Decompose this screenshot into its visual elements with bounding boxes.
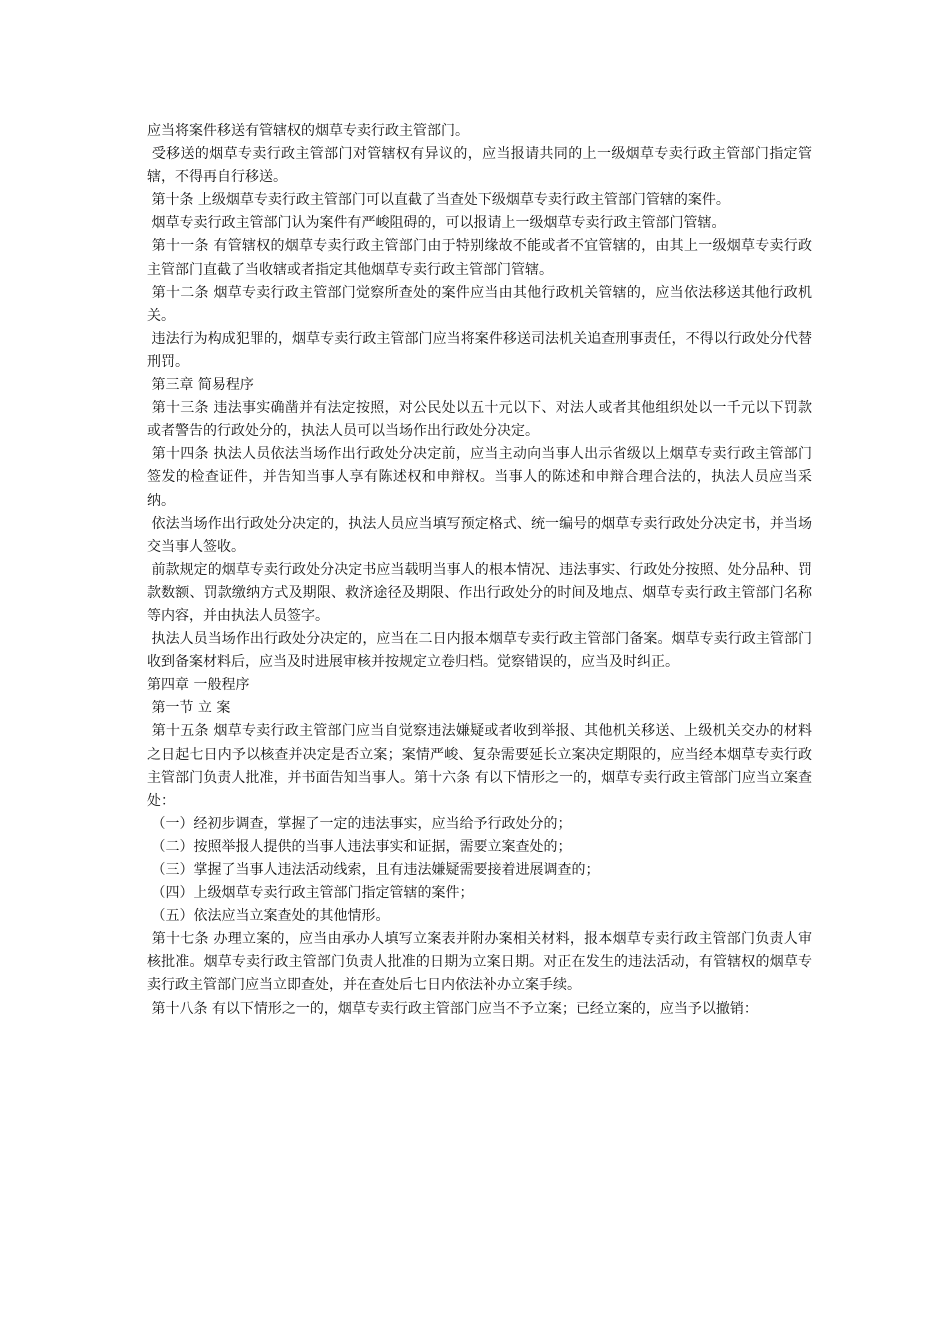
chapter-heading: 第三章 简易程序 [147, 377, 254, 394]
document-page [147, 120, 812, 1021]
paragraph: 违法行为构成犯罪的，烟草专卖行政主管部门应当将案件移送司法机关追查刑事责任，不得以行政处分代替刑罚。 [147, 330, 813, 370]
paragraph: 第十八条 有以下情形之一的，烟草专卖行政主管部门应当不予立案；已经立案的，应当予以撤销： [147, 1000, 758, 1017]
paragraph: 第十一条 有管辖权的烟草专卖行政主管部门由于特别缘故不能或者不宜管辖的，由其上一级烟草专卖行政主管部门直截了当收辖或者指定其他烟草专卖行政主管部门管辖。 [147, 238, 813, 278]
list-item: （五）依法应当立案查处的其他情形。 [147, 908, 390, 925]
paragraph: 第十二条 烟草专卖行政主管部门觉察所查处的案件应当由其他行政机关管辖的，应当依法移送其他行政机关。 [147, 284, 813, 324]
paragraph: 前款规定的烟草专卖行政处分决定书应当载明当事人的根本情况、违法事实、行政处分按照、处分品种、罚款数额、罚款缴纳方式及期限、救济途径及期限、作出行政处分的时间及地点、烟草专卖行政主管部门名称等内容，并由执法人员签字。 [147, 561, 813, 624]
paragraph: 烟草专卖行政主管部门认为案件有严峻阻碍的，可以报请上一级烟草专卖行政主管部门管辖。 [147, 215, 726, 232]
list-item: （三）掌握了当事人违法活动线索，且有违法嫌疑需要接着进展调查的； [147, 862, 600, 878]
paragraph: 应当将案件移送有管辖权的烟草专卖行政主管部门。 [147, 123, 469, 139]
list-item: （二）按照举报人提供的当事人违法事实和证据，需要立案查处的； [147, 838, 572, 855]
chapter-heading: 第四章 一般程序 [147, 677, 250, 694]
list-item: （四）上级烟草专卖行政主管部门指定管辖的案件； [147, 885, 474, 902]
section-heading: 第一节 立 案 [147, 700, 231, 717]
paragraph: 第十七条 办理立案的，应当由承办人填写立案表并附办案相关材料，报本烟草专卖行政主管部门负责人审核批准。烟草专卖行政主管部门负责人批准的日期为立案日期。对正在发生的违法活动，有管辖权的烟草专卖行政主管部门应当立即查处，并在查处后七日内依法补办立案手续。 [147, 931, 813, 994]
paragraph: 第十五条 烟草专卖行政主管部门应当自觉察违法嫌疑或者收到举报、其他机关移送、上级机关交办的材料之日起七日内予以核查并决定是否立案；案情严峻、复杂需要延长立案决定期限的，应当经本烟草专卖行政主管部门负责人批准，并书面告知当事人。第十六条 有以下情形之一的，烟草专卖行政主管部门应当立案查处： [147, 723, 813, 809]
paragraph: 第十四条 执法人员依法当场作出行政处分决定前，应当主动向当事人出示省级以上烟草专卖行政主管部门签发的检查证件，并告知当事人享有陈述权和申辩权。当事人的陈述和申辩合理合法的，执法人员应当采纳。 [147, 446, 813, 509]
paragraph: 依法当场作出行政处分决定的，执法人员应当填写预定格式、统一编号的烟草专卖行政处分决定书，并当场交当事人签收。 [147, 515, 813, 555]
list-item: （一）经初步调查，掌握了一定的违法事实，应当给予行政处分的； [147, 815, 572, 832]
paragraph: 受移送的烟草专卖行政主管部门对管辖权有异议的，应当报请共同的上一级烟草专卖行政主管部门指定管辖，不得再自行移送。 [147, 146, 812, 186]
paragraph: 第十条 上级烟草专卖行政主管部门可以直截了当查处下级烟草专卖行政主管部门管辖的案件。 [147, 192, 730, 209]
paragraph: 执法人员当场作出行政处分决定的，应当在二日内报本烟草专卖行政主管部门备案。烟草专卖行政主管部门收到备案材料后，应当及时进展审核并按规定立卷归档。觉察错误的，应当及时纠正。 [147, 631, 813, 671]
paragraph: 第十三条 违法事实确凿并有法定按照，对公民处以五十元以下、对法人或者其他组织处以一千元以下罚款或者警告的行政处分的，执法人员可以当场作出行政处分决定。 [147, 400, 813, 440]
